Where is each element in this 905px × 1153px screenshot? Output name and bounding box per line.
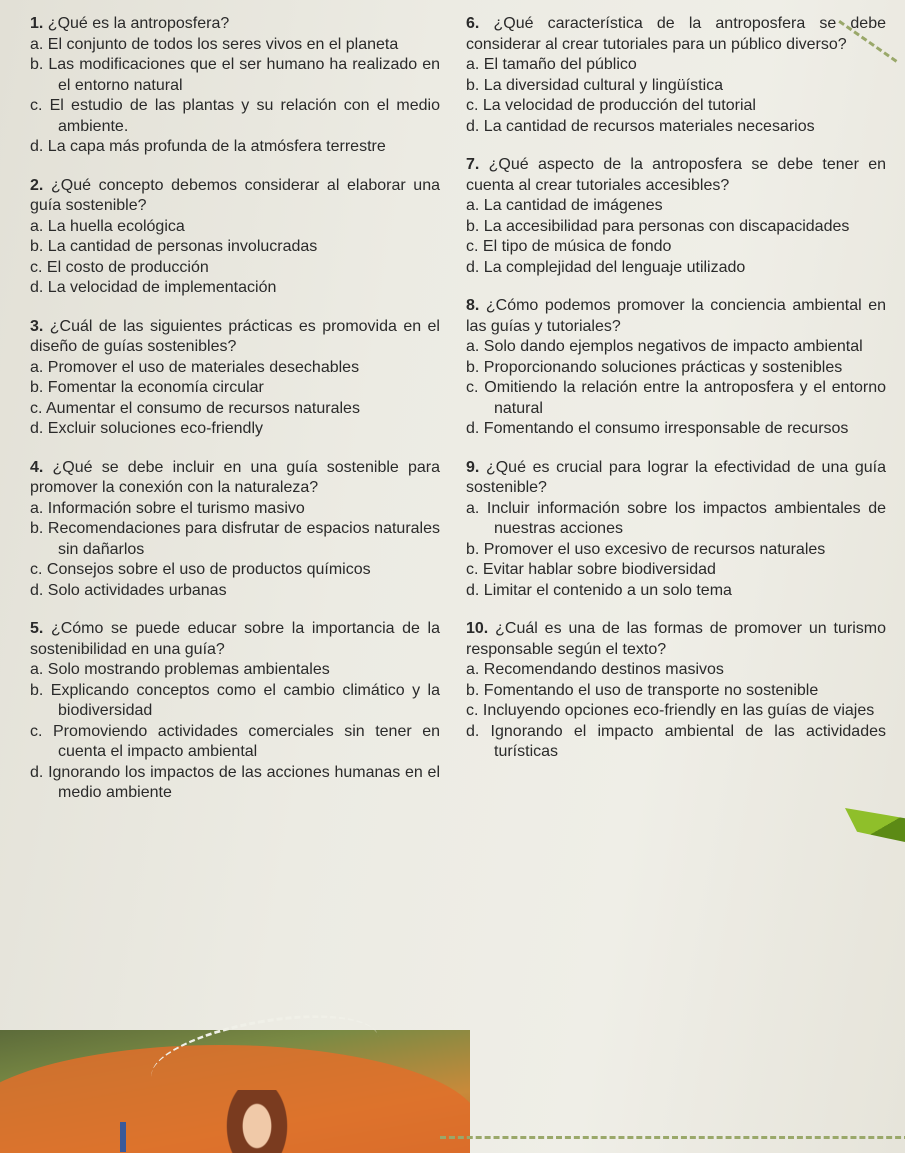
question-stem: ¿Qué característica de la antroposfera se debe considerar al crear tutoriales para un público diverso?: [466, 15, 887, 53]
question-9: [466, 458, 886, 602]
question-stem: ¿Cuál de las siguientes prácticas es promovida en el diseño de guías sostenibles?: [30, 317, 440, 355]
option-a: a. El conjunto de todos los seres vivos en el planeta: [30, 35, 399, 53]
option-b: b. La cantidad de personas involucradas: [30, 238, 318, 255]
question-number: 9.: [466, 458, 480, 476]
sign-post: [120, 1122, 126, 1152]
question-number: 8.: [466, 297, 480, 314]
question-stem: ¿Qué es crucial para lograr la efectividad de una guía sostenible?: [466, 458, 886, 496]
option-c: c. Aumentar el consumo de recursos naturales: [30, 399, 360, 417]
question-stem: ¿Cómo se puede educar sobre la importancia de la sostenibilidad en una guía?: [30, 620, 440, 658]
option-c: c. Incluyendo opciones eco-friendly en las guías de viajes: [466, 702, 875, 719]
option-b: b. Promover el uso excesivo de recursos naturales: [466, 540, 826, 558]
option-b: b. Explicando conceptos como el cambio climático y la biodiversidad: [30, 681, 440, 719]
question-stem: ¿Qué se debe incluir en una guía sostenible para promover la conexión con la naturaleza?: [30, 458, 440, 496]
question-4: [30, 458, 440, 602]
option-b: b. Fomentando el uso de transporte no sostenible: [466, 681, 819, 699]
question-number: 1.: [30, 15, 44, 32]
option-c: c. El costo de producción: [30, 258, 209, 276]
option-a: a. El tamaño del público: [466, 56, 637, 73]
right-column: [466, 14, 886, 763]
option-a: a. Promover el uso de materiales desechables: [30, 358, 360, 376]
option-d: d. Solo actividades urbanas: [30, 581, 227, 599]
option-c: c. Omitiendo la relación entre la antroposfera y el entorno natural: [466, 379, 886, 417]
question-8: [466, 296, 886, 440]
option-c: c. Promoviendo actividades comerciales sin tener en cuenta el impacto ambiental: [30, 722, 440, 760]
option-b: b. Fomentar la economía circular: [30, 379, 264, 396]
question-5: [30, 619, 440, 804]
option-d: d. La velocidad de implementación: [30, 279, 277, 296]
question-number: 2.: [30, 176, 44, 194]
question-number: 4.: [30, 458, 44, 476]
option-d: d. Ignorando el impacto ambiental de las actividades turísticas: [466, 722, 886, 760]
child-figure: [222, 1090, 292, 1153]
question-stem: ¿Cuál es una de las formas de promover un turismo responsable según el texto?: [466, 620, 886, 658]
question-number: 6.: [466, 15, 480, 32]
option-c: c. Evitar hablar sobre biodiversidad: [466, 561, 716, 578]
option-a: a. La huella ecológica: [30, 217, 185, 235]
option-d: d. Excluir soluciones eco-friendly: [30, 420, 263, 437]
decorative-dashed-line: [440, 1136, 905, 1139]
option-d: d. La capa más profunda de la atmósfera terrestre: [30, 138, 386, 155]
question-stem: ¿Qué es la antroposfera?: [47, 15, 230, 32]
question-stem: ¿Qué aspecto de la antroposfera se debe tener en cuenta al crear tutoriales accesibles?: [466, 156, 886, 194]
option-c: c. Consejos sobre el uso de productos químicos: [30, 561, 371, 578]
question-6: [466, 14, 886, 137]
option-c: c. El estudio de las plantas y su relación con el medio ambiente.: [30, 97, 440, 135]
option-d: d. La cantidad de recursos materiales necesarios: [466, 117, 815, 135]
option-d: d. Ignorando los impactos de las acciones humanas en el medio ambiente: [30, 763, 440, 801]
question-7: [466, 155, 886, 278]
option-d: d. La complejidad del lenguaje utilizado: [466, 258, 746, 276]
option-c: c. La velocidad de producción del tutorial: [466, 97, 756, 114]
option-a: a. Recomendando destinos masivos: [466, 661, 724, 678]
question-3: [30, 317, 440, 440]
question-number: 10.: [466, 620, 489, 637]
left-column: [30, 14, 440, 804]
question-stem: ¿Qué concepto debemos considerar al elaborar una guía sostenible?: [30, 176, 440, 214]
option-b: b. Recomendaciones para disfrutar de espacios naturales sin dañarlos: [30, 520, 440, 558]
question-stem: ¿Cómo podemos promover la conciencia ambiental en las guías y tutoriales?: [466, 297, 886, 335]
question-2: [30, 176, 440, 299]
option-d: d. Limitar el contenido a un solo tema: [466, 581, 732, 599]
pencil-illustration: [845, 808, 905, 842]
question-1: [30, 14, 440, 158]
option-b: b. La accesibilidad para personas con discapacidades: [466, 217, 850, 235]
option-a: a. La cantidad de imágenes: [466, 197, 663, 214]
question-10: [466, 619, 886, 763]
option-b: b. Las modificaciones que el ser humano ha realizado en el entorno natural: [30, 56, 440, 94]
option-d: d. Fomentando el consumo irresponsable de recursos: [466, 420, 849, 437]
question-number: 7.: [466, 156, 480, 173]
option-a: a. Incluir información sobre los impactos ambientales de nuestras acciones: [466, 499, 886, 537]
option-b: b. Proporcionando soluciones prácticas y sostenibles: [466, 358, 843, 376]
option-a: a. Solo dando ejemplos negativos de impacto ambiental: [466, 338, 863, 355]
option-a: a. Información sobre el turismo masivo: [30, 499, 305, 517]
option-b: b. La diversidad cultural y lingüística: [466, 76, 724, 94]
option-a: a. Solo mostrando problemas ambientales: [30, 661, 330, 678]
question-number: 3.: [30, 317, 44, 335]
option-c: c. El tipo de música de fondo: [466, 238, 672, 255]
question-number: 5.: [30, 620, 44, 637]
